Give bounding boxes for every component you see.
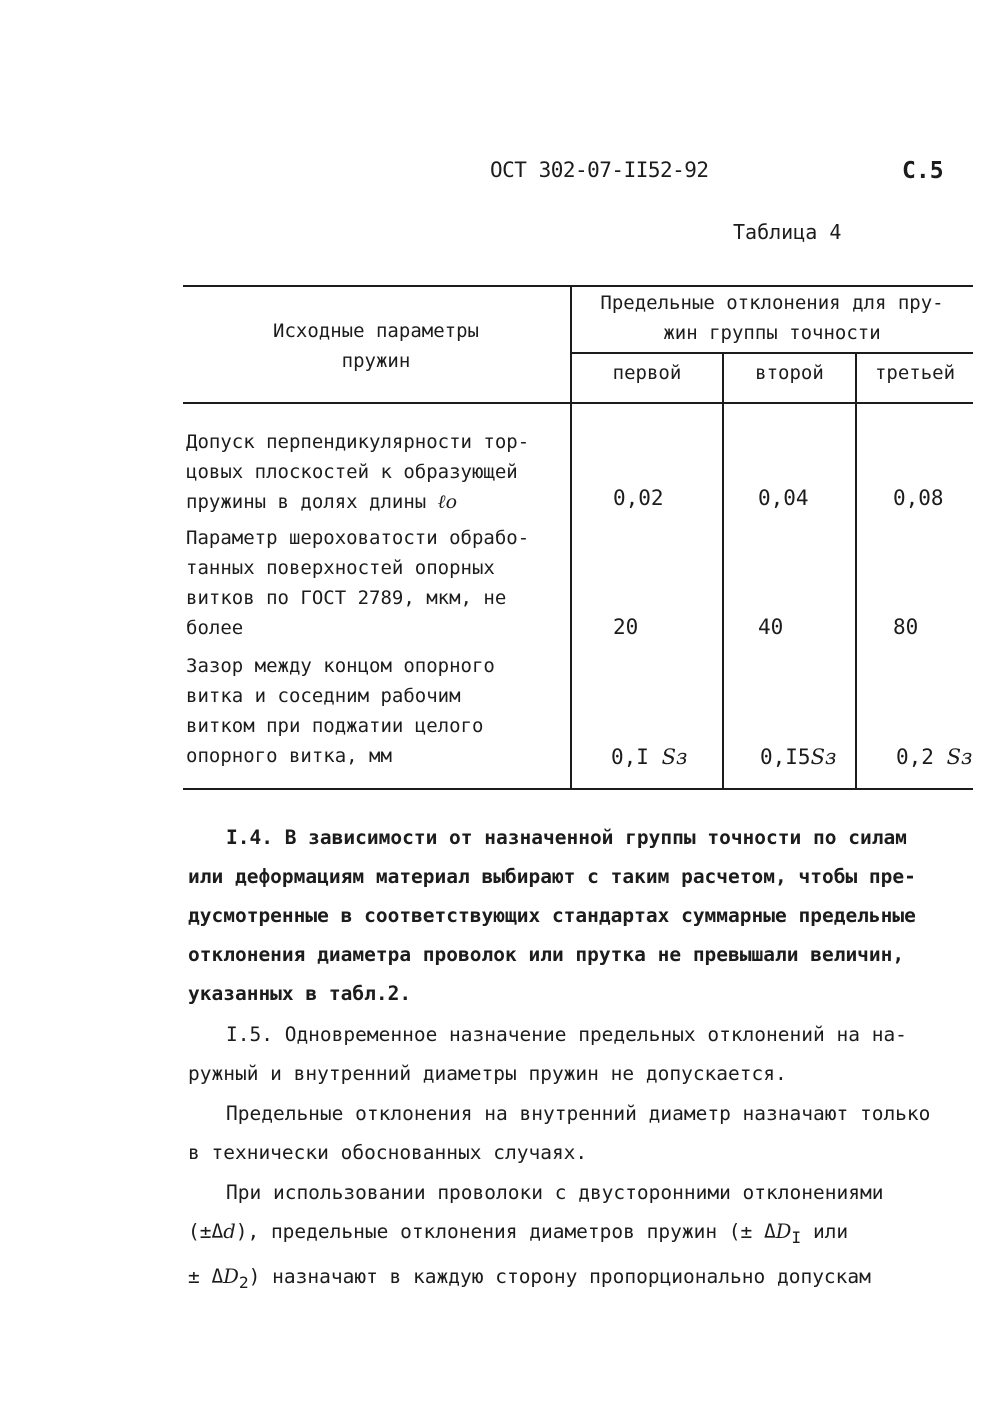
- coil-gap-symbol: Sз: [946, 745, 973, 769]
- header-limit-deviations: Предельные отклонения для пру- жин группы точности: [600, 292, 944, 344]
- subheader-third: третьей: [874, 362, 956, 384]
- row-1-second-value: 0,04: [758, 486, 809, 510]
- wire-diameter-symbol: d: [223, 1220, 236, 1243]
- row-3-second-value: 0,I5Sз: [760, 745, 837, 769]
- inner-diameter-symbol: D: [223, 1264, 239, 1288]
- paragraph-1-4: I.4. В зависимости от назначенной группы точности по силам или деформациям материал выбирают с таким расчетом, чтобы пре- дусмотренные в соответствующих стандартах суммарные предельные отклонения диаметра проволок или прутка не превышали величин, указанных в табл.2.: [188, 826, 916, 1005]
- row-1-third-value: 0,08: [893, 486, 944, 510]
- header-source-params: Исходные параметры пружин: [273, 320, 479, 372]
- document-code: ОСТ 302-07-II52-92: [490, 158, 709, 182]
- outer-diameter-symbol: D: [775, 1220, 792, 1243]
- col-divider-2: [722, 352, 724, 790]
- page-number: С.5: [902, 158, 944, 184]
- subheader-rule: [570, 352, 973, 354]
- subheader-second: второй: [755, 362, 824, 384]
- row-1-first-value: 0,02: [613, 486, 664, 510]
- row-3-first-value: 0,I Sз: [611, 745, 688, 769]
- row-2-second-value: 40: [758, 615, 784, 639]
- row-2-first-value: 20: [613, 615, 639, 639]
- table-top-rule: [183, 285, 973, 287]
- row-3-third-value: 0,2 Sз: [896, 745, 973, 769]
- subheader-first: первой: [612, 362, 682, 384]
- row-2-label: Параметр шероховатости обрабо- танных поверхностей опорных витков по ГОСТ 2789, мкм, не более: [186, 527, 530, 639]
- coil-gap-symbol: Sз: [810, 745, 837, 769]
- col-divider-1: [570, 285, 572, 790]
- paragraph-1-5: I.5. Одновременное назначение предельных отклонений на на- ружный и внутренний диаметры пружин не допускается.: [188, 1023, 907, 1085]
- col-divider-3: [855, 352, 857, 790]
- table-caption: Таблица 4: [733, 220, 842, 244]
- paragraph-inner-diameter: Предельные отклонения на внутренний диаметр назначают только в технически обоснованных случаях.: [188, 1102, 931, 1164]
- paragraph-wire-deviations: При использовании проволоки с двусторонними отклонениями (±Δd), предельные отклонения диаметров пружин (± $\Delta D_I$ или ± $\Delta D_2$) назначают в каждую сторону пропорционально допускам: [188, 1181, 884, 1292]
- row-3-label: Зазор между концом опорного витка и соседним рабочим витком при поджатии целого опорного витка, мм: [186, 655, 495, 767]
- length-symbol: ℓо: [437, 491, 458, 513]
- coil-gap-symbol: Sз: [661, 745, 688, 769]
- row-1-label: Допуск перпендикулярности тор- цовых плоскостей к образующей пружины в долях длины ℓо: [186, 431, 530, 513]
- row-2-third-value: 80: [893, 615, 919, 639]
